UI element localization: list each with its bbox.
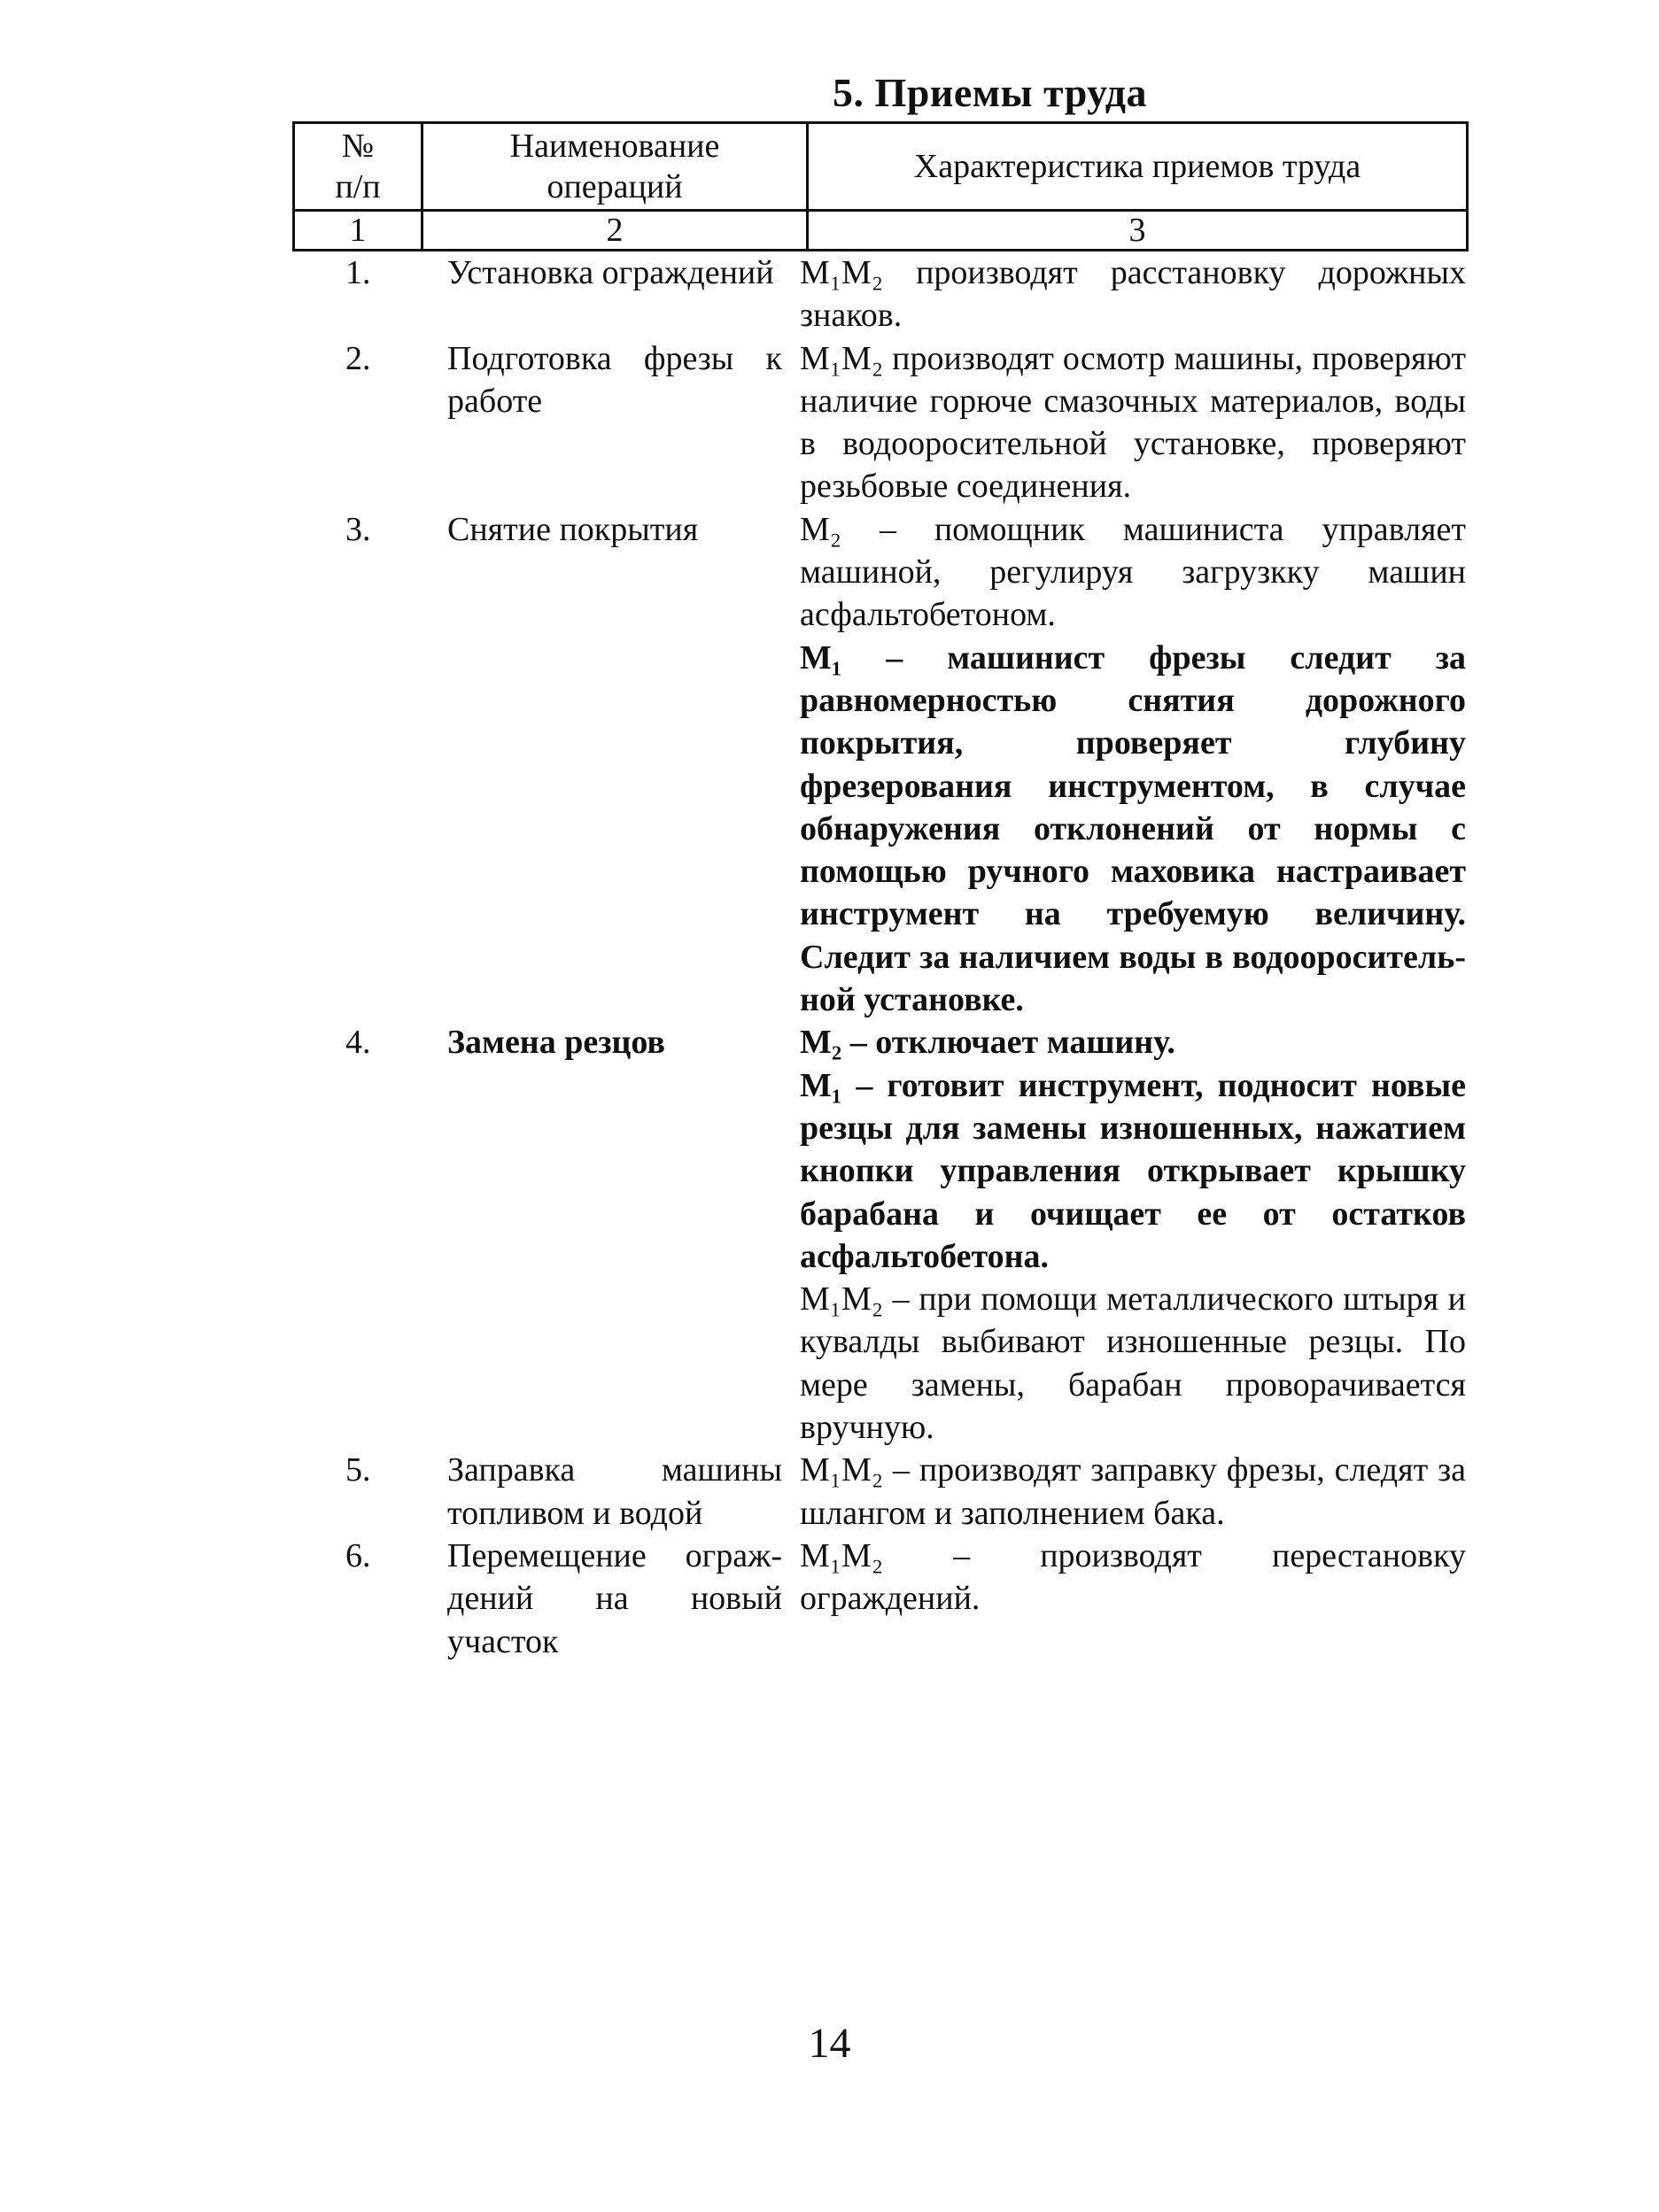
operation-description: [793, 1449, 1466, 1535]
operation-name: Подготовка фрезы к работе: [447, 339, 782, 420]
operation-name: Перемещение ограждений на новый участок: [447, 1536, 782, 1660]
operation-description: [793, 337, 1466, 508]
operation-name: Заправка машины топливом и водой: [447, 1451, 782, 1532]
column-number-1: 1: [294, 211, 423, 251]
description-paragraph: М₁М₂ – при помощи металлического штыря и кувалды выбивают изношенные резцы. По мере замены, барабан проворачивается вручную.: [800, 1280, 1466, 1447]
operation-name: Установка ограждений: [447, 254, 774, 291]
table-body: [292, 251, 1466, 1663]
operation-description: [793, 251, 1466, 337]
operation-description: [793, 508, 1466, 1022]
description-paragraph: М₁М₂ – производят перестановку ограждений.: [800, 1536, 1466, 1618]
description-paragraph: М₁ – машинист фрезы следит за равномерностью снятия дорожного покрытия, проверяет глубину фрезерования инструментом, в случае обнаружения отклонений от нормы с помощью ручного маховика настраивает инструмент на требуемую величину. Следит за наличием воды в водооросительной установке.: [800, 638, 1466, 1019]
row-number: 2.: [345, 339, 371, 377]
row-number: 6.: [345, 1536, 371, 1574]
header-characteristic-cell: Характеристика приемов труда: [808, 123, 1468, 211]
table-row: [292, 337, 1466, 508]
row-number: 5.: [345, 1451, 371, 1489]
table-header: [292, 121, 1469, 251]
operation-description: [793, 1535, 1466, 1620]
operation-name: Замена резцов: [447, 1024, 665, 1062]
description-paragraph: М₁М₂ производят расстановку дорожных знаков.: [800, 254, 1466, 335]
header-number-line2: п/п: [335, 168, 381, 205]
table-row: [292, 1535, 1466, 1663]
operation-description: [793, 1021, 1466, 1449]
page-number: 14: [808, 2020, 851, 2067]
table-row: [292, 1021, 1466, 1449]
description-paragraph: М₂ – помощник машиниста управляет машиной, регулируя загрузкку машин асфальтобетоном.: [800, 510, 1466, 634]
description-paragraph: М₁ – готовит инструмент, подносит новые резцы для замены изношенных, нажатием кнопки управления открывает крышку барабана и очищает ее от остатков асфальтобетона.: [800, 1066, 1466, 1275]
description-paragraph: М₁М₂ – производят заправку фрезы, следят за шлангом и заполнением бака.: [800, 1451, 1466, 1532]
header-operation-line1: Наименование: [509, 128, 720, 165]
table-row: [292, 251, 1466, 337]
table-row: [292, 508, 1466, 1022]
row-number: 4.: [345, 1024, 371, 1062]
description-paragraph: М₂ – отключает машину.: [800, 1024, 1175, 1062]
column-number-2: 2: [423, 211, 808, 251]
header-operation-cell: [423, 123, 808, 211]
row-number: 1.: [345, 254, 371, 291]
header-operation-line2: операций: [547, 168, 683, 205]
description-paragraph: М₁М₂ производят осмотр машины, проверяют наличие горюче смазочных материалов, воды в водооросительной установке, проверяют резьбовые соединения.: [800, 339, 1466, 506]
operation-name: Снятие покрытия: [447, 510, 699, 548]
header-number-cell: [294, 123, 423, 211]
column-number-3: 3: [808, 211, 1468, 251]
header-number-line1: №: [341, 128, 375, 165]
table-row: [292, 1449, 1466, 1535]
section-title: 5. Приемы труда: [833, 70, 1148, 115]
row-number: 3.: [345, 510, 371, 548]
